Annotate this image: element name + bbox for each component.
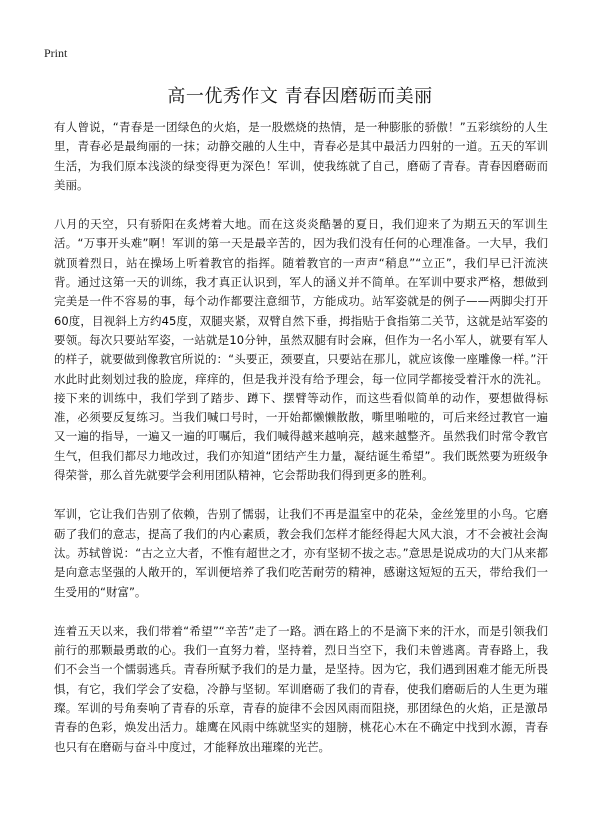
paragraph-1: 有人曾说，“青春是一团绿色的火焰，是一股燃烧的热情，是一种膨胀的骄傲！”五彩缤纷的人生里，青春必是最绚丽的一抹；动静交融的人生中，青春必是其中最活力四射的一道。五天的军训生活，为我们原本浅淡的绿变得更为深色！军训，使我练就了自己，磨砺了青春。青春因磨砺而美丽。 bbox=[54, 120, 548, 192]
paragraph-4: 连着五天以来，我们带着“希望”“辛苦”走了一路。洒在路上的不是滴下来的汗水，而是引领我们前行的那颗最勇敢的心。我们一直努力着，坚持着，烈日当空下，我们未曾逃离。青春路上，我们不会当一个懦弱逃兵。青春所赋予我们的是力量，是坚持。因为它，我们遇到困难才能无所畏惧，有它，我们学会了安稳，冷静与坚韧。军训磨砺了我们的青春，使我们磨砺后的人生更为璀璨。军训的号角奏响了青春的乐章，青春的旋律不会因风雨而阻挠，那团绿色的火焰，正是激昂青春的色彩，焕发出活力。雄鹰在风雨中练就坚实的翅膀，桃花心木在不确定中找到水源，青春也只有在磨砺与奋斗中度过，才能释放出璀璨的光芒。 bbox=[54, 623, 548, 754]
print-link[interactable]: Print bbox=[44, 46, 68, 60]
paragraph-3: 军训，它让我们告别了依赖，告别了懦弱，让我们不再是温室中的花朵，金丝笼里的小鸟。它磨砺了我们的意志，提高了我们的内心素质，教会我们怎样才能经得起大风大浪，才不会被社会淘汰。苏轼曾说：“古之立大者，不惟有超世之才，亦有坚韧不拔之志。”意思是说成功的大门从来都是向意志坚强的人敞开的，军训便培养了我们吃苦耐劳的精神，感谢这短短的五天，带给我们一生受用的“财富”。 bbox=[54, 507, 548, 599]
article-body bbox=[54, 118, 548, 777]
paragraph-2: 八月的天空，只有骄阳在炙烤着大地。而在这炎炎酷暑的夏日，我们迎来了为期五天的军训生活。“万事开头难”啊！军训的第一天是最辛苦的，因为我们没有任何的心理准备。一大早，我们就顶着烈日，站在操场上听着教官的指挥。随着教官的一声声“稍息”“立正”，我们早已汗流浃背。通过这第一天的训练，我才真正认识到，军人的涵义并不简单。在军训中要求严格，想做到完美是一件不容易的事，每个动作都要注意细节，方能成功。站军姿就是的例子——两脚尖打开60度，目视斜上方约45度，双腿夹紧，双臂自然下垂，拇指贴于食指第二关节，这就是站军姿的要领。每次只要站军姿，一站就是10分钟，虽然双腿有时会麻，但作为一名小军人，就要有军人的样子，就要做到像教官所说的：“头要正，颈要直，只要站在那儿，就应该像一座雕像一样。”汗水此时此刻划过我的脸庞，痒痒的，但是我并没有给予理会，每一位同学都接受着汗水的洗礼。接下来的训练中，我们学到了踏步、蹲下、摆臂等动作，而这些看似简单的动作，要想做得标准，必须要反复练习。当我们喊口号时，一开始都懒懒散散，嘶里啪啦的，可后来经过教官一遍又一遍的指导，一遍又一遍的叮嘱后，我们喊得越来越响亮，越来越整齐。虽然我们时常令教官生气，但我们都尽力地改过，我们亦知道“团结产生力量，凝结诞生希望”。我们既然要为班级争得荣誉，那么首先就要学会利用团队精神，它会帮助我们得到更多的胜利。 bbox=[54, 217, 548, 483]
article-title: 高一优秀作文 青春因磨砺而美丽 bbox=[167, 86, 433, 107]
